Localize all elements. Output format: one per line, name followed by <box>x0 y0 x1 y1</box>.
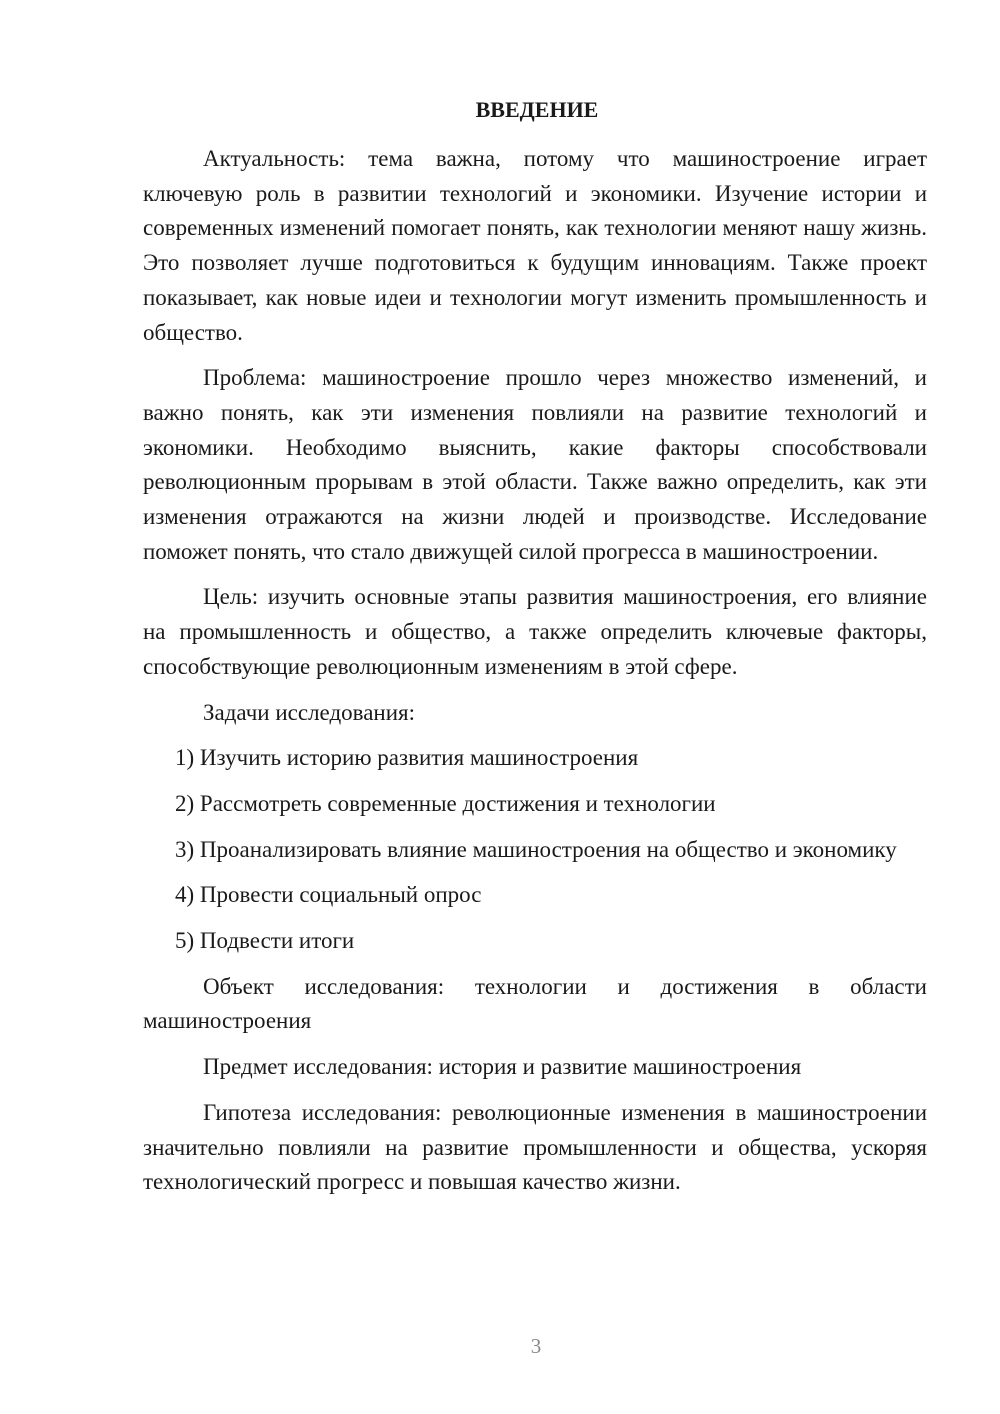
hypothesis-paragraph: Гипотеза исследования: революционные изменения в машиностроении значительно повлияли на развитие промышленности и общества, ускоряя технологический прогресс и повышая качество жизни. <box>143 1099 927 1195</box>
goal-paragraph: Цель: изучить основные этапы развития машиностроения, его влияние на промышленность и общество, а также определить ключевые факторы, способствующие революционным изменениям в этой сфере. <box>143 584 927 679</box>
tasks-list <box>143 741 927 959</box>
relevance-paragraph: Актуальность: тема важна, потому что машиностроение играет ключевую роль в развитии технологий и экономики. Изучение истории и современных изменений помогает понять, как технологии меняют нашу жизнь. Это позволяет лучше подготовиться к будущим инновациям. Также проект показывает, как новые идеи и технологии могут изменить промышленность и общество. <box>143 146 927 345</box>
task-item: 1) Изучить историю развития машиностроения <box>175 745 639 771</box>
page-number: 3 <box>530 1334 542 1358</box>
problem-paragraph: Проблема: машиностроение прошло через множество изменений, и важно понять, как эти изменения повлияли на развитие технологий и экономики. Необходимо выяснить, какие факторы способствовали революционным прорывам в этой области. Также важно определить, как эти изменения отражаются на жизни людей и производстве. Исследование поможет понять, что стало движущей силой прогресса в машиностроении. <box>143 365 927 564</box>
object-paragraph: Объект исследования: технологии и достижения в области машиностроения <box>143 973 927 1034</box>
task-item: 3) Проанализировать влияние машиностроения на общество и экономику <box>175 836 897 862</box>
page-title: ВВЕДЕНИЕ <box>475 97 599 122</box>
task-item: 4) Провести социальный опрос <box>175 882 482 908</box>
task-item: 2) Рассмотреть современные достижения и технологии <box>175 790 716 816</box>
task-item: 5) Подвести итоги <box>175 928 355 954</box>
page-content <box>143 96 927 1211</box>
tasks-heading: Задачи исследования: <box>203 699 416 725</box>
subject-paragraph: Предмет исследования: история и развитие машиностроения <box>203 1054 802 1080</box>
